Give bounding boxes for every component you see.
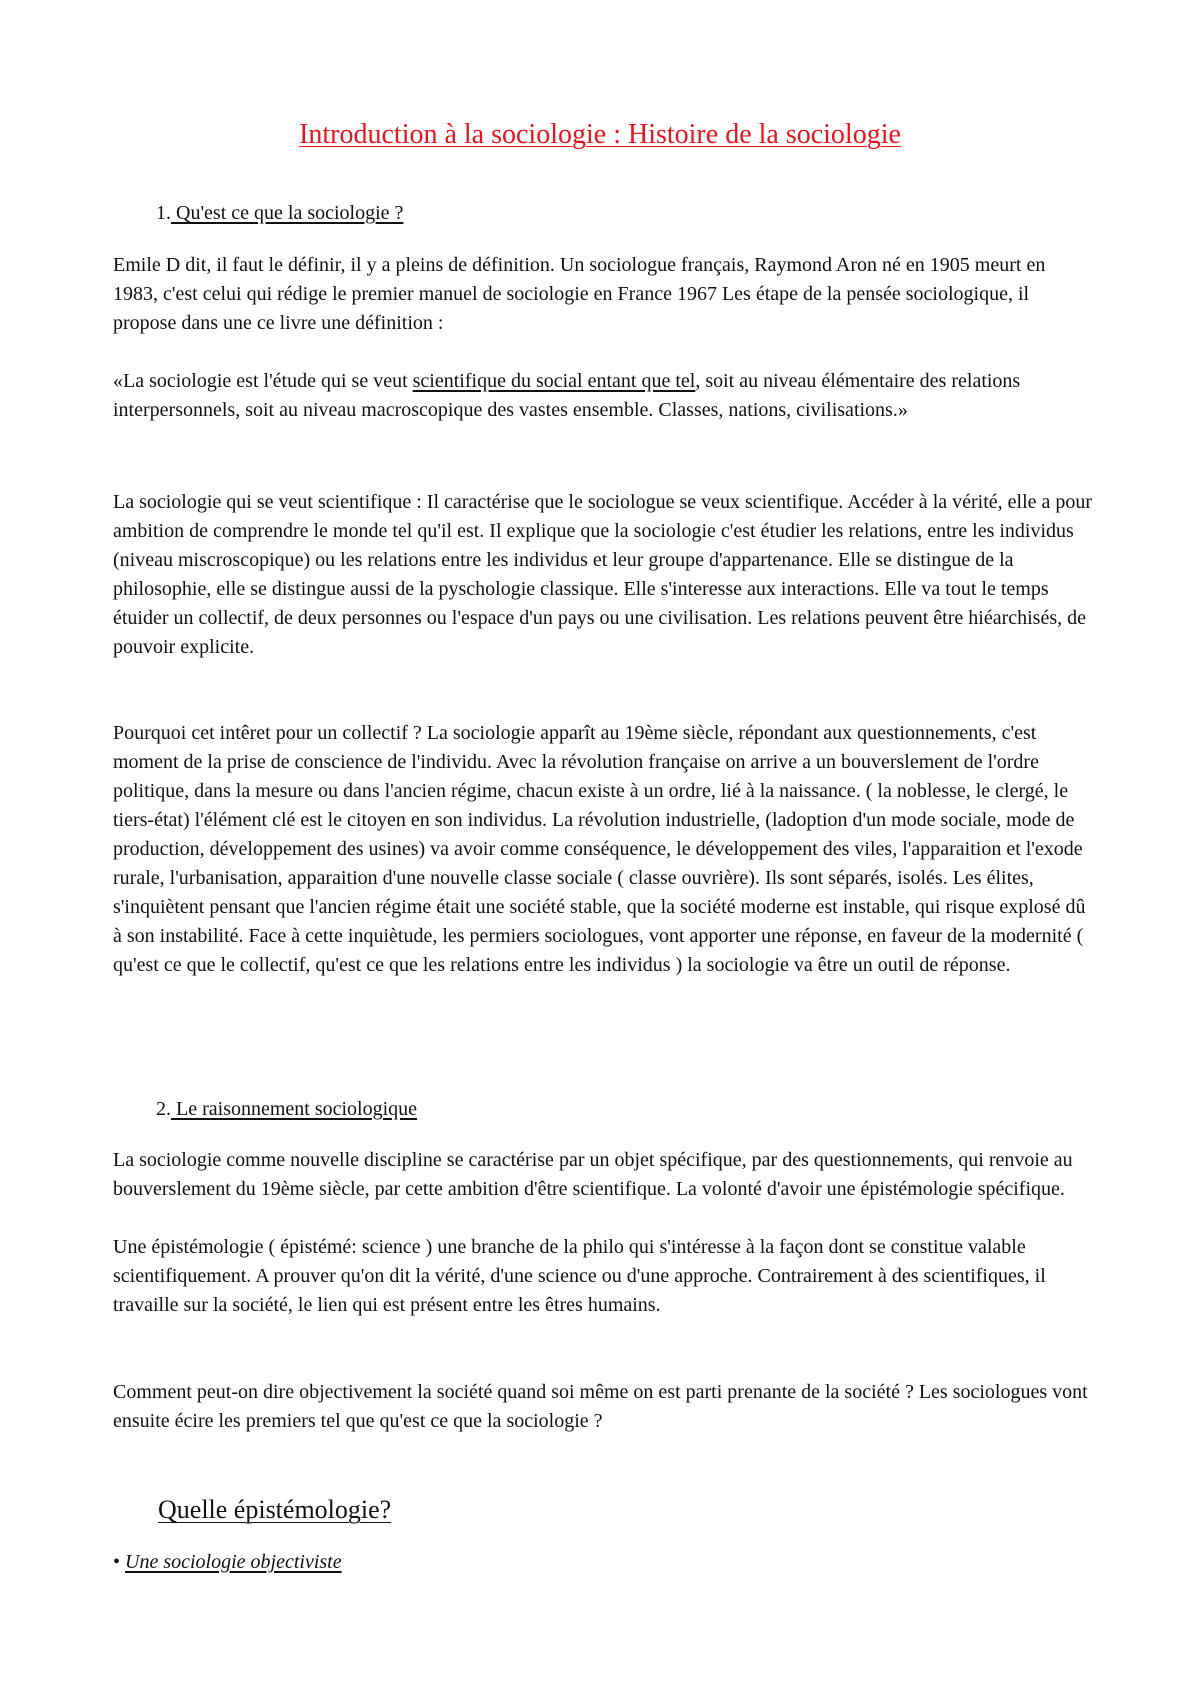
section-1-number: 1. bbox=[156, 202, 171, 224]
bullet-item-text: Une sociologie objectiviste bbox=[125, 1551, 342, 1573]
section-2-heading-text: Le raisonnement sociologique bbox=[171, 1098, 418, 1120]
quote-start: «La sociologie est l'étude qui se veut bbox=[113, 370, 413, 392]
section-2-heading bbox=[156, 1096, 417, 1122]
quote-underlined: scientifique du social entant que tel bbox=[412, 370, 696, 392]
section-1-paragraph-1: Emile D dit, il faut le définir, il y a pleins de définition. Un sociologue français, Raymond Aron né en 1905 meurt en 1983, c'est celui qui rédige le premier manuel de sociologie en France 1967 Les étape de la pensée sociologique, il propose dans une ce livre une définition : bbox=[113, 254, 1046, 334]
bullet-dot-icon: • bbox=[113, 1551, 121, 1573]
document-title: Introduction à la sociologie : Histoire de la sociologie bbox=[299, 119, 901, 150]
section-1-heading bbox=[156, 200, 403, 226]
section-2-number: 2. bbox=[156, 1098, 171, 1120]
section-2-paragraph-1: La sociologie comme nouvelle discipline se caractérise par un objet spécifique, par des questionnements, qui renvoie au bouverslement du 19ème siècle, par cette ambition d'être scientifique. La volonté d'avoir une épistémologie spécifique. bbox=[113, 1149, 1073, 1200]
section-1-heading-text: Qu'est ce que la sociologie ? bbox=[171, 202, 404, 224]
section-2-paragraph-3: Comment peut-on dire objectivement la société quand soi même on est parti prenante de la société ? Les sociologues vont ensuite écire les premiers tel que qu'est ce que la sociologie ? bbox=[113, 1381, 1088, 1432]
section-1-paragraph-3: La sociologie qui se veut scientifique : Il caractérise que le sociologue se veux scientifique. Accéder à la vérité, elle a pour ambition de comprendre le monde tel qu'il est. Il explique que la sociologie c'est étudier les relations, entre les individus (niveau miscroscopique) ou les relations entre les individus et leur groupe d'appartenance. Elle se distingue de la philosophie, elle se distingue aussi de la pyschologie classique. Elle s'interesse aux interactions. Elle va tout le temps étuider un collectif, de deux personnes ou l'espace d'un pays ou une civilisation. Les relations peuvent être hiéarchisés, de pouvoir explicite. bbox=[113, 491, 1093, 658]
section-1-paragraph-4: Pourquoi cet intêret pour un collectif ? La sociologie apparît au 19ème siècle, répondant aux questionnements, c'est moment de la prise de conscience de l'individu. Avec la révolution française on arrive a un bouverslement de l'ordre politique, dans la mesure ou dans l'ancien régime, chacun existe à un ordre, lié à la naissance. ( la noblesse, le clergé, le tiers-état) l'élément clé est le citoyen en son individus. La révolution industrielle, (ladoption d'un mode sociale, mode de production, développement des usines) va avoir comme conséquence, le développement des viles, l'apparaition et l'exode rurale, l'urbanisation, apparaition d'une nouvelle classe sociale ( classe ouvrière). Ils sont séparés, isolés. Les élites, s'inquiètent pensant que l'ancien régime était une société stable, que la société moderne est instable, qui risque explosé dû à son instabilité. Face à cette inquiètude, les permiers sociologues, vont apporter une réponse, en faveur de la modernité ( qu'est ce que le collectif, qu'est ce que les relations entre les individus ) la sociologie va être un outil de réponse. bbox=[113, 722, 1086, 976]
section-3-heading: Quelle épistémologie? bbox=[158, 1495, 392, 1524]
section-2-paragraph-2: Une épistémologie ( épistémé: science ) une branche de la philo qui s'intéresse à la façon dont se constitue valable scientifiquement. A prouver qu'on dit la vérité, d'une science ou d'une approche. Contrairement à des scientifiques, il travaille sur la société, le lien qui est présent entre les êtres humains. bbox=[113, 1236, 1046, 1316]
section-1-quote bbox=[113, 367, 1093, 425]
bullet-item bbox=[113, 1548, 342, 1576]
quote-end: , soit au niveau élémentaire des relations interpersonnels, soit au niveau macroscopique des vastes ensemble. Classes, nations, civilisations.» bbox=[113, 370, 1021, 421]
